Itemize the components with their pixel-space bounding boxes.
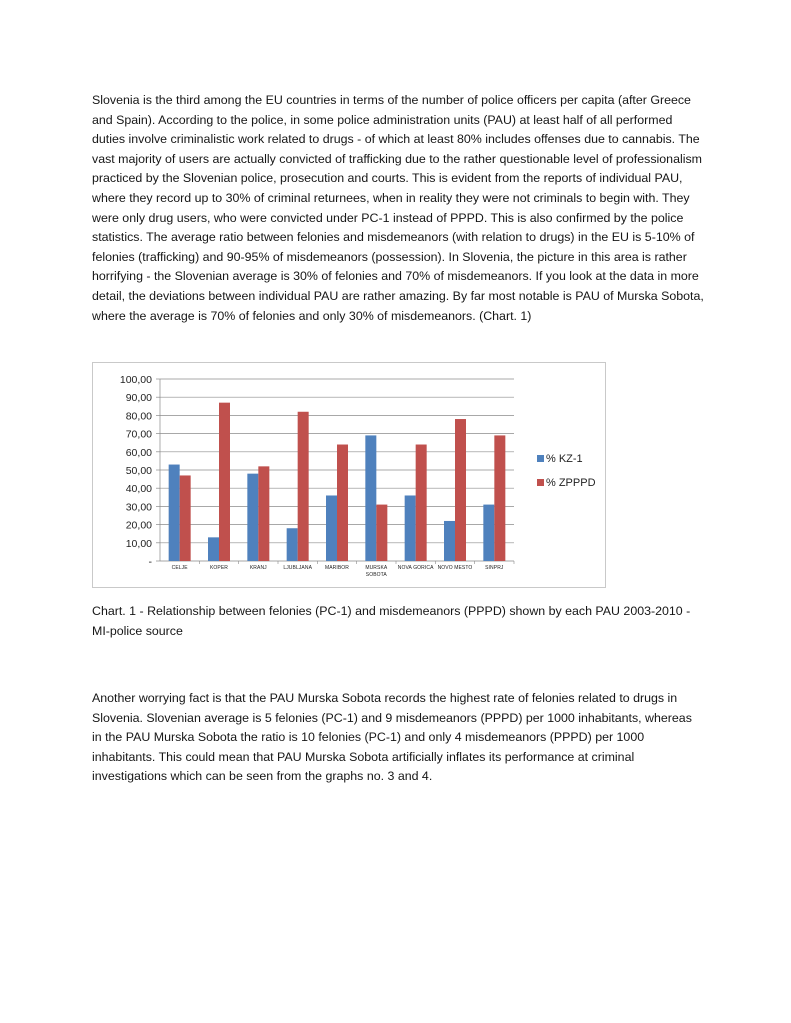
bar-kz1 [287,528,298,561]
x-tick-label: KOPER [209,565,229,571]
bar-kz1 [247,474,258,561]
bar-kz1 [405,495,416,561]
bar-kz1 [365,435,376,561]
legend-label: % KZ-1 [546,453,583,465]
x-tick-label: SINPRJ [485,565,504,571]
y-tick-label: 20,00 [125,519,152,532]
x-tick-label: KRANJ [249,565,267,571]
y-tick-label: 10,00 [125,537,152,550]
bar-kz1 [326,495,337,561]
y-tick-label: 50,00 [125,465,152,477]
x-tick-label: NOVA GORICA [397,565,434,571]
felony-misdemeanor-chart [92,362,606,588]
bar-zpppd [219,403,230,561]
bar-kz1 [208,537,219,561]
legend-swatch [537,479,544,486]
bar-zpppd [258,466,269,561]
y-tick-label: 60,00 [125,446,152,459]
bar-zpppd [376,505,387,561]
y-tick-label: 70,00 [125,428,152,441]
bar-kz1 [169,465,180,561]
bar-zpppd [180,475,191,561]
x-tick-label: MURSKA [365,565,388,571]
body-paragraph-2: Another worrying fact is that the PAU Murska Sobota records the highest rate of felonies related to drugs in Slovenia. Slovenian average is 5 felonies (PC-1) and 9 misdemeanors (PPPD) per 1000 inhabitants, whereas in the PAU Murska Sobota the ratio is 10 felonies (PC-1) and only 4 misdemeanors (PPPD) per 1000 inhabitants. This could mean that PAU Murska Sobota artificially inflates its performance at criminal investigations which can be seen from the graphs no. 3 and 4. [92,691,692,784]
legend-swatch [537,455,544,462]
chart-svg [93,363,605,587]
x-tick-label: SOBOTA [365,572,387,578]
bar-zpppd [416,445,427,561]
x-tick-label: NOVO MESTO [437,565,473,571]
bar-zpppd [455,419,466,561]
bar-kz1 [483,505,494,561]
bar-zpppd [298,412,309,561]
x-tick-label: CELJE [171,565,188,571]
bar-zpppd [337,445,348,561]
legend-label: % ZPPPD [546,477,596,489]
y-tick-label: - [148,556,152,568]
y-tick-label: 100,00 [119,374,152,386]
y-tick-label: 80,00 [125,410,152,423]
x-tick-label: MARIBOR [324,565,350,571]
body-paragraph-1: Slovenia is the third among the EU countries in terms of the number of police officers per capita (after Greece and Spain). According to the police, in some police administration units (PAU) at least half of all performed duties involve criminalistic work related to drugs - of which at least 80% includes offenses due to cannabis. The vast majority of users are actually convicted of trafficking due to the rather questionable level of professionalism practiced by the Slovenian police, prosecution and courts. This is evident from the reports of individual PAU, where they record up to 30% of criminal returnees, when in reality they were not criminals to begin with. They were only drug users, who were convicted under PC-1 instead of PPPD. This is also confirmed by the police statistics. The average ratio between felonies and misdemeanors (with relation to drugs) in the EU is 5-10% of felonies (trafficking) and 90-95% of misdemeanors (possession). In Slovenia, the picture in this area is rather horrifying - the Slovenian average is 30% of felonies and 70% of misdemeanors. If you look at the data in more detail, the deviations between individual PAU are rather amazing. By far most notable is PAU of Murska Sobota, where the average is 70% of felonies and only 30% of misdemeanors. (Chart. 1) [92,93,704,323]
chart-caption: Chart. 1 - Relationship between felonies (PC-1) and misdemeanors (PPPD) shown by each PAU 2003-2010 - MI-police source [92,604,691,638]
bar-kz1 [444,521,455,561]
x-tick-label: LJUBLJANA [283,565,313,571]
bar-zpppd [494,435,505,561]
y-tick-label: 90,00 [125,392,152,405]
y-tick-label: 30,00 [125,501,152,514]
y-tick-label: 40,00 [125,483,152,496]
